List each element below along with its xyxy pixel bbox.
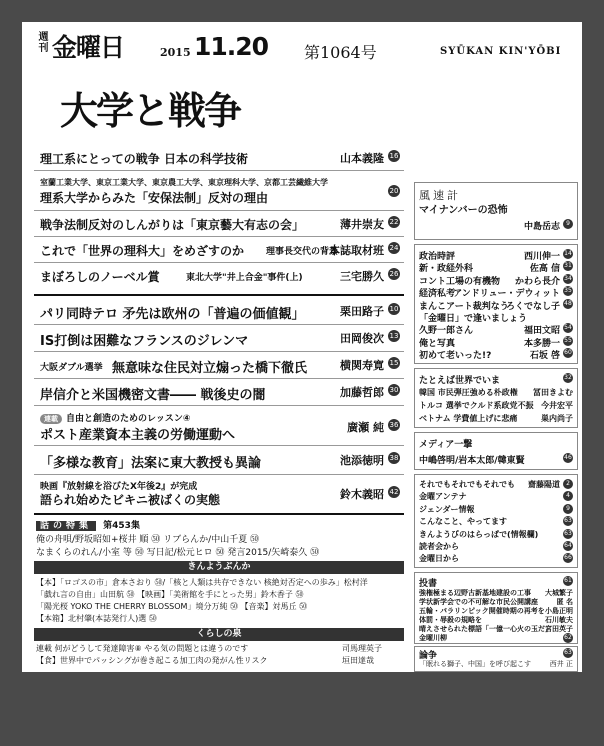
world-row[interactable] <box>419 400 573 411</box>
article-7-author: 鈴木義昭 <box>340 488 384 501</box>
article-3-pre: 大阪ダブル選挙 <box>40 363 103 373</box>
feature-4-sub: 理事長交代の背景 <box>266 247 339 257</box>
kinyou-line-1[interactable]: 【本】「ロゴスの市」倉本さおり ㊿/「核と人類は共存できない 核絶対否定への歩み」松村洋 <box>36 578 368 587</box>
column-row[interactable] <box>419 274 573 285</box>
kinyou-line-3[interactable]: 「陽光桜 YOKO THE CHERRY BLOSSOM」境分万純 ㊿ 【音楽】対馬丘 ㊿ <box>36 602 308 611</box>
fuusei-label: 風速計 <box>419 189 461 202</box>
fuusei-box[interactable] <box>414 182 578 240</box>
column-label: 久野一郎さん <box>419 326 474 337</box>
toko-author: 大城繁子 <box>545 589 573 597</box>
column-row[interactable] <box>419 286 573 300</box>
misc-label: 金曜日から <box>419 554 459 564</box>
world-page: 32 <box>564 374 572 381</box>
misc-label: きんようびのはらっぱで(情報欄) <box>419 529 539 539</box>
ronsou-text-row <box>419 659 573 670</box>
world-label: トルコ 選挙でクルド系政党不振 <box>419 401 534 410</box>
world-author: 冨田きよむ <box>533 388 573 397</box>
column-label: コント工場の有機物 <box>419 276 501 287</box>
toko-title: 投書 <box>419 579 438 589</box>
misc-page: 64 <box>564 542 572 549</box>
article-1-author: 栗田路子 <box>340 305 384 318</box>
column-label: 初めて老いった!? <box>419 351 492 362</box>
kurashi-bar: くらしの泉 <box>34 628 404 641</box>
feature-2-pre: 室蘭工業大学、東京工業大学、東京農工大学、東京理科大学、京都工芸繊維大学 <box>40 178 328 187</box>
column-author: かわら長介 <box>514 276 560 287</box>
kurashi-author-2: 垣田達哉 <box>342 656 374 665</box>
feature-3-page: 22 <box>389 218 399 226</box>
masthead-label: 週刊 <box>38 32 49 54</box>
article-5[interactable] <box>34 411 402 441</box>
article-5-title: ポスト産業資本主義の労働運動へ <box>40 428 236 443</box>
article-6[interactable] <box>34 452 402 470</box>
column-author: 西川伸一 <box>523 252 560 262</box>
misc-page: 9 <box>563 504 573 514</box>
toko-page: 61 <box>564 577 572 584</box>
article-5-page: 36 <box>389 421 399 429</box>
feature-2-title: 理系大学からみた「安保法制」反対の理由 <box>40 191 269 205</box>
media-names: 中嶋啓明/岩本太郎/韓東賢 <box>419 456 525 466</box>
toko-author: 石川敏夫 <box>545 616 573 624</box>
feature-1-page: 16 <box>389 152 399 160</box>
special-line-2[interactable]: なまくらのれん/小室 等 ㊿ 写日記/松元ヒロ ㊿ 発言2015/矢崎泰久 ㊿ <box>36 548 320 558</box>
misc-page: 2 <box>563 479 573 489</box>
misc-page: 63 <box>564 517 572 525</box>
article-5-pre-line <box>40 411 191 424</box>
feature-3-author: 薄井崇友 <box>340 218 384 231</box>
article-6-title: 「多様な教育」法案に東大教授も異論 <box>40 456 262 471</box>
feature-2-page: 20 <box>389 187 399 195</box>
feature-article-1[interactable] <box>34 150 402 166</box>
cover-contents-page <box>22 22 582 672</box>
kurashi-line-1[interactable]: 連載 何がどうして発達障害⑧ やる気の問題とは違うのです <box>36 644 249 653</box>
article-4-author: 加藤哲郎 <box>340 386 384 399</box>
article-2-page: 13 <box>389 332 399 340</box>
column-row[interactable] <box>419 323 573 337</box>
media-names-row <box>419 453 573 464</box>
article-6-author: 池添徳明 <box>340 454 384 467</box>
feature-5-page: 26 <box>389 270 399 278</box>
column-author: 佐高 信 <box>529 264 560 275</box>
masthead-issue: 第1064号 <box>304 43 377 62</box>
toko-label: 体罰・辱殺の規略を <box>419 616 482 624</box>
masthead-date: 11.20 <box>194 32 269 61</box>
world-row[interactable] <box>419 413 573 424</box>
article-6-page: 38 <box>389 454 399 462</box>
column-page: 35 <box>564 287 572 295</box>
misc-label: 金曜アンテナ <box>419 492 467 502</box>
article-1[interactable] <box>34 303 402 321</box>
feature-1-title: 理工系にとっての戦争 日本の科学技術 <box>40 152 248 166</box>
misc-row[interactable] <box>419 529 573 540</box>
misc-row[interactable] <box>419 516 573 527</box>
article-3-page: 15 <box>389 359 399 367</box>
feature-5-author: 三宅勝久 <box>340 270 384 283</box>
media-title: メディア一撃 <box>419 440 473 450</box>
toko-box[interactable] <box>414 572 578 644</box>
misc-box <box>414 474 578 568</box>
feature-4-author: 本誌取材班 <box>329 244 384 257</box>
column-row[interactable] <box>419 299 573 310</box>
serial-tag: 連載 <box>40 414 62 424</box>
article-3-author: 横関寿寛 <box>340 359 384 372</box>
ronsou-title: 論争 <box>419 651 438 661</box>
column-row[interactable] <box>419 348 573 362</box>
kinyou-bunka-bar: きんようぶんか <box>34 561 404 574</box>
toko-row[interactable] <box>419 633 573 644</box>
article-7-title: 語られ始めたビキニ被ばくの実態 <box>40 493 221 507</box>
fuusei-author-row <box>419 219 573 230</box>
misc-label: ジェンダー情報 <box>419 504 475 514</box>
misc-row[interactable] <box>419 541 573 552</box>
kurashi-author-1: 司馬理英子 <box>342 644 382 653</box>
toko-author: 宮田英子 <box>545 625 573 633</box>
media-page: 46 <box>564 454 572 461</box>
misc-label: それでもそれでもそれでも <box>419 480 515 489</box>
column-author: アンドリュー・デウィット <box>453 289 560 300</box>
column-label: まんこアート裁判なう <box>419 301 509 312</box>
masthead-romaji: SYŪKAN KIN'YŌBI <box>440 46 562 57</box>
column-row[interactable] <box>419 311 573 322</box>
article-3-title: 無意味な住民対立煽った橋下徹氏 <box>112 361 308 376</box>
world-title: たとえば世界でいま <box>419 376 501 386</box>
feature-4-page: 24 <box>389 244 399 252</box>
article-1-title: パリ同時テロ 矛先は欧州の「普遍の価値観」 <box>40 307 305 322</box>
kinyou-line-2[interactable]: 「戯れ言の自由」山田航 ㊿ 【映画】「美術館を手にとった男」鈴木香子 ㊿ <box>36 590 304 599</box>
article-2-title: IS打倒は困難なフランスのジレンマ <box>40 334 249 349</box>
article-1-page: 10 <box>389 305 399 313</box>
column-row[interactable] <box>419 261 573 275</box>
world-row[interactable] <box>419 387 573 398</box>
column-author: ろくでなし子 <box>505 301 560 312</box>
article-4-page: 30 <box>389 386 399 394</box>
world-label: ベトナム 学費値上げに悲痛 <box>419 414 518 423</box>
ronsou-box[interactable] <box>414 646 578 672</box>
feature-article-2[interactable] <box>34 177 402 207</box>
columns-box <box>414 244 578 364</box>
misc-row[interactable] <box>419 479 573 490</box>
misc-author: 齋藤陽道 <box>528 480 560 489</box>
column-author: 本多勝一 <box>523 338 560 349</box>
feature-5-sub: 東北大学"井上合金"事件(上) <box>186 273 303 283</box>
feature-1-author: 山本義隆 <box>340 152 384 165</box>
toko-author: 小島正明 <box>545 607 573 615</box>
toko-label: 晴えさせられた標語「一億一心火の玉だ」 <box>419 625 552 633</box>
ronsou-author: 西井 正 <box>549 660 573 668</box>
misc-row[interactable] <box>419 491 573 502</box>
ronsou-page: 63 <box>564 649 572 656</box>
world-title-row <box>419 373 573 384</box>
column-page: 34 <box>564 274 572 282</box>
column-row[interactable] <box>419 336 573 347</box>
toko-author: 匿 名 <box>556 598 573 606</box>
column-author: 福田文昭 <box>523 326 560 337</box>
toko-label: 学状新学会での不可解な市民公開講座 <box>419 598 538 606</box>
ronsou-text: 「眠れる獅子、中国」を呼び起こす <box>419 660 531 668</box>
misc-page: 66 <box>564 554 572 562</box>
special-header <box>36 518 140 531</box>
special-label: 話の特集 <box>36 521 96 531</box>
misc-label: こんなこと、やってます <box>419 517 507 527</box>
feature-article-5[interactable] <box>34 268 402 284</box>
world-box[interactable] <box>414 368 578 428</box>
misc-row[interactable] <box>419 504 573 515</box>
fuusei-title: マイナンバーの恐怖 <box>419 205 508 216</box>
toko-label: 強権極まる辺野古新基地建設の工事 <box>419 589 531 597</box>
misc-page: 4 <box>563 491 573 501</box>
feature-5-title: まぼろしのノーベル賞 <box>40 270 160 284</box>
column-author: 石坂 啓 <box>529 351 560 362</box>
article-7[interactable] <box>34 479 402 509</box>
fuusei-page: 9 <box>563 219 573 229</box>
column-label: 「金曜日」で逢いましょう <box>419 314 528 324</box>
masthead-name: 金曜日 <box>52 33 125 62</box>
ronsou-title-row <box>419 648 573 659</box>
article-3[interactable] <box>34 357 402 375</box>
article-5-pre: 自由と創造のためのレッスン④ <box>66 414 191 424</box>
column-row[interactable] <box>419 249 573 260</box>
article-7-pre: 映画『放射線を浴びたX年後2』が完成 <box>40 482 198 492</box>
column-page: 55 <box>564 336 572 344</box>
media-box[interactable] <box>414 432 578 470</box>
article-7-page: 42 <box>389 488 399 496</box>
article-2-author: 田岡俊次 <box>340 332 384 345</box>
masthead-year: 2015 <box>160 46 191 59</box>
headline: 大学と戦争 <box>60 89 241 133</box>
column-page: 60 <box>564 349 572 357</box>
misc-row[interactable] <box>419 553 573 564</box>
kinyou-line-4[interactable]: 【本箱】北村肇(本誌発行人)選 ㊿ <box>36 614 157 623</box>
toko-title-row <box>419 576 573 587</box>
misc-page: 63 <box>564 529 572 537</box>
toko-label: 金曜川柳 <box>419 634 447 642</box>
feature-article-3[interactable] <box>34 216 402 232</box>
column-page: 14 <box>564 250 572 257</box>
world-author: 今井宏平 <box>541 401 573 410</box>
special-issue: 第453集 <box>103 521 140 531</box>
world-label: 韓国 市民弾圧強める朴政権 <box>419 388 518 397</box>
feature-article-4[interactable] <box>34 242 402 258</box>
toko-page: 62 <box>564 634 572 641</box>
world-author: 巣内尚子 <box>541 414 573 423</box>
article-4-title: 岸信介と米国機密文書―― 戦後史の闇 <box>40 388 266 403</box>
article-4[interactable] <box>34 384 402 402</box>
column-label: 俺と写真 <box>419 338 456 349</box>
misc-label: 読者会から <box>419 542 459 551</box>
column-page: 31 <box>564 262 572 270</box>
column-page: 48 <box>564 299 572 307</box>
special-line-1[interactable]: 俺の舟唄/野坂昭如+桜井 順 ㊿ リブらんか/中山千夏 ㊿ <box>36 535 260 545</box>
feature-3-title: 戦争法制反対のしんがりは「東京藝大有志の会」 <box>40 218 305 232</box>
column-label: 政治時評 <box>419 252 456 262</box>
column-label: 新・政経外科 <box>419 264 474 275</box>
article-2[interactable] <box>34 330 402 348</box>
column-page: 54 <box>564 324 572 332</box>
kurashi-line-2[interactable]: 【食】世界中でパッシングが巻き起こる加工肉の発がん性リスク <box>36 656 268 665</box>
toko-label: 五輪・パラリンピック開催時期の再考を <box>419 607 545 615</box>
article-5-author: 廣瀬 純 <box>347 421 384 434</box>
column-label: 経済私考 <box>419 289 456 300</box>
feature-4-title: これで「世界の理科大」をめざすのか <box>40 244 245 258</box>
fuusei-author: 中島岳志 <box>523 222 560 232</box>
